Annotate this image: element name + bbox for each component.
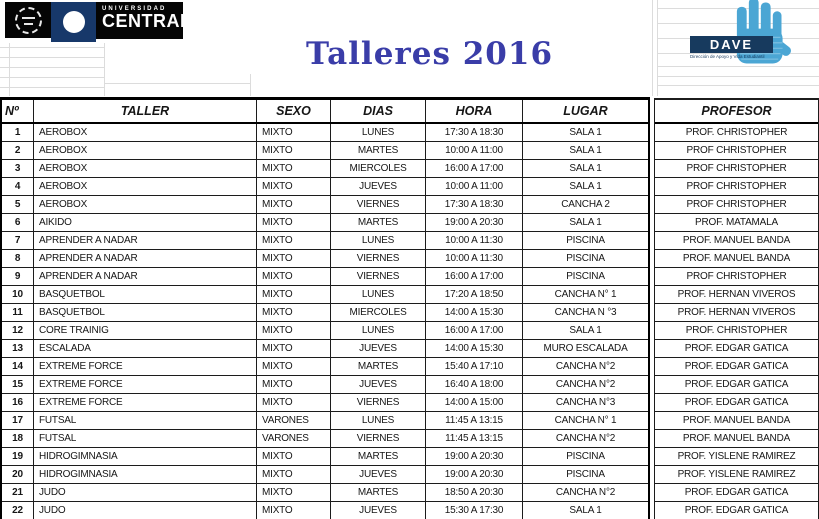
table-row [2, 142, 648, 160]
cell-num[interactable]: 7 [2, 232, 34, 249]
cell-profesor[interactable]: PROF. MANUEL BANDA [655, 412, 818, 430]
cell-num[interactable]: 5 [2, 196, 34, 213]
cell-taller[interactable]: EXTREME FORCE [34, 376, 257, 393]
cell-profesor[interactable]: PROF. EDGAR GATICA [655, 484, 818, 502]
cell-profesor[interactable]: PROF. MANUEL BANDA [655, 232, 818, 250]
cell-profesor[interactable]: PROF CHRISTOPHER [655, 196, 818, 214]
cell-dias[interactable]: LUNES [331, 124, 426, 141]
cell-profesor[interactable]: PROF. EDGAR GATICA [655, 376, 818, 394]
cell-sexo[interactable]: MIXTO [257, 196, 331, 213]
cell-lugar[interactable]: CANCHA N°2 [555, 433, 616, 444]
cell-taller[interactable]: APRENDER A NADAR [34, 250, 257, 267]
cell-num[interactable]: 6 [2, 214, 34, 231]
cell-lugar[interactable]: SALA 1 [569, 127, 602, 138]
cell-sexo[interactable]: MIXTO [257, 232, 331, 249]
cell-num[interactable]: 13 [2, 340, 34, 357]
cell-profesor[interactable]: PROF. MANUEL BANDA [655, 430, 818, 448]
cell-taller[interactable]: AEROBOX [34, 142, 257, 159]
cell-dias[interactable]: JUEVES [331, 466, 426, 483]
cell-hora[interactable]: 15:30 A 17:30 [426, 502, 523, 519]
table-row [2, 484, 648, 502]
cell-hora[interactable]: 11:45 A 13:15 [426, 412, 523, 429]
cell-taller[interactable]: BASQUETBOL [34, 286, 257, 303]
cell-hora[interactable]: 19:00 A 20:30 [426, 214, 523, 231]
cell-lugar[interactable]: CANCHA N °3 [554, 307, 617, 318]
cell-dias[interactable]: MARTES [331, 142, 426, 159]
cell-num[interactable]: 10 [2, 286, 34, 303]
cell-taller[interactable]: EXTREME FORCE [34, 394, 257, 411]
cell-dias[interactable]: MARTES [331, 214, 426, 231]
cell-profesor[interactable]: PROF CHRISTOPHER [655, 268, 818, 286]
cell-hora[interactable]: 16:00 A 17:00 [426, 322, 523, 339]
handprint-icon [730, 0, 796, 70]
cell-profesor[interactable]: PROF CHRISTOPHER [655, 178, 818, 196]
cell-hora[interactable]: 10:00 A 11:00 [426, 142, 523, 159]
table-body-main [2, 124, 648, 519]
cell-sexo[interactable]: MIXTO [257, 304, 331, 321]
cell-sexo[interactable]: MIXTO [257, 160, 331, 177]
table-row [2, 232, 648, 250]
cell-taller[interactable]: FUTSAL [34, 430, 257, 447]
cell-hora[interactable]: 11:45 A 13:15 [426, 430, 523, 447]
cell-sexo[interactable]: VARONES [257, 430, 331, 447]
table-row [2, 160, 648, 178]
cell-sexo[interactable]: VARONES [257, 412, 331, 429]
university-wordmark [96, 2, 192, 39]
cell-num[interactable]: 18 [2, 430, 34, 447]
cell-num[interactable]: 21 [2, 484, 34, 501]
cell-profesor[interactable]: PROF. MATAMALA [655, 214, 818, 232]
table-header-row [2, 100, 648, 124]
cell-lugar[interactable]: CANCHA N°3 [555, 397, 616, 408]
table-row [2, 124, 648, 142]
cell-dias[interactable]: MARTES [331, 484, 426, 501]
cell-profesor[interactable]: PROF. HERNAN VIVEROS [655, 304, 818, 322]
cell-sexo[interactable]: MIXTO [257, 250, 331, 267]
table-body-profesor [655, 124, 818, 519]
cell-sexo[interactable]: MIXTO [257, 142, 331, 159]
cell-taller[interactable]: HIDROGIMNASIA [34, 466, 257, 483]
cell-lugar[interactable]: PISCINA [566, 469, 605, 480]
cell-sexo[interactable]: MIXTO [257, 376, 331, 393]
cell-profesor[interactable]: PROF. MANUEL BANDA [655, 250, 818, 268]
cell-taller[interactable]: HIDROGIMNASIA [34, 448, 257, 465]
table-row [2, 430, 648, 448]
cell-hora[interactable]: 14:00 A 15:30 [426, 304, 523, 321]
cell-num[interactable]: 20 [2, 466, 34, 483]
table-row [2, 196, 648, 214]
cell-hora[interactable]: 19:00 A 20:30 [426, 466, 523, 483]
cell-dias[interactable]: JUEVES [331, 502, 426, 519]
talleres-table-profesor [654, 98, 819, 519]
table-row [2, 412, 648, 430]
cell-profesor[interactable]: PROF. EDGAR GATICA [655, 394, 818, 412]
cell-profesor[interactable]: PROF CHRISTOPHER [655, 142, 818, 160]
dave-logo [686, 0, 798, 66]
cell-lugar[interactable]: CANCHA N° 1 [554, 415, 617, 426]
cell-sexo[interactable]: MIXTO [257, 502, 331, 519]
cell-taller[interactable]: JUDO [34, 502, 257, 519]
cell-dias[interactable]: LUNES [331, 412, 426, 429]
cell-profesor[interactable]: PROF. EDGAR GATICA [655, 340, 818, 358]
university-name-large: CENTRAL [102, 11, 192, 31]
cell-profesor[interactable]: PROF CHRISTOPHER [655, 160, 818, 178]
cell-taller[interactable]: AEROBOX [34, 178, 257, 195]
cell-dias[interactable]: LUNES [331, 232, 426, 249]
cell-hora[interactable]: 16:00 A 17:00 [426, 160, 523, 177]
dave-wordmark: DAVE [690, 36, 773, 53]
cell-num[interactable]: 22 [2, 502, 34, 519]
cell-num[interactable]: 2 [2, 142, 34, 159]
dave-tagline: Dirección de Apoyo y Vida Estudiantil [690, 54, 765, 59]
cell-dias[interactable]: JUEVES [331, 178, 426, 195]
cell-hora[interactable]: 16:40 A 18:00 [426, 376, 523, 393]
cell-profesor[interactable]: PROF. EDGAR GATICA [655, 358, 818, 376]
cell-taller[interactable]: APRENDER A NADAR [34, 268, 257, 285]
cell-num[interactable]: 9 [2, 268, 34, 285]
talleres-table-main [0, 97, 650, 519]
table-row [2, 358, 648, 376]
table-row [2, 394, 648, 412]
cell-lugar[interactable]: CANCHA 2 [561, 199, 610, 210]
cell-num[interactable]: 11 [2, 304, 34, 321]
cell-lugar[interactable]: SALA 1 [569, 505, 602, 516]
cell-hora[interactable]: 10:00 A 11:30 [426, 232, 523, 249]
cell-profesor[interactable]: PROF. YISLENE RAMIREZ [655, 448, 818, 466]
cell-hora[interactable]: 10:00 A 11:00 [426, 178, 523, 195]
cell-sexo[interactable]: MIXTO [257, 124, 331, 141]
cell-lugar[interactable]: SALA 1 [569, 163, 602, 174]
table-row [2, 466, 648, 484]
header-profesor[interactable]: PROFESOR [655, 100, 818, 124]
cell-lugar[interactable]: PISCINA [566, 253, 605, 264]
cell-sexo[interactable]: MIXTO [257, 448, 331, 465]
cell-hora[interactable]: 17:20 A 18:50 [426, 286, 523, 303]
cell-dias[interactable]: LUNES [331, 286, 426, 303]
cell-taller[interactable]: AEROBOX [34, 160, 257, 177]
cell-num[interactable]: 4 [2, 178, 34, 195]
cell-lugar[interactable]: SALA 1 [569, 145, 602, 156]
cell-sexo[interactable]: MIXTO [257, 322, 331, 339]
cell-num[interactable]: 17 [2, 412, 34, 429]
cell-hora[interactable]: 17:30 A 18:30 [426, 196, 523, 213]
cell-dias[interactable]: VIERNES [331, 394, 426, 411]
cell-taller[interactable]: BASQUETBOL [34, 304, 257, 321]
cell-taller[interactable]: CORE TRAINIG [34, 322, 257, 339]
table-row [2, 322, 648, 340]
cell-taller[interactable]: EXTREME FORCE [34, 358, 257, 375]
cell-taller[interactable]: AIKIDO [34, 214, 257, 231]
cell-taller[interactable]: APRENDER A NADAR [34, 232, 257, 249]
cell-num[interactable]: 14 [2, 358, 34, 375]
cell-lugar[interactable]: SALA 1 [569, 181, 602, 192]
cell-hora[interactable]: 10:00 A 11:30 [426, 250, 523, 267]
header-lugar[interactable]: LUGAR [563, 104, 608, 118]
university-seal-icon [5, 2, 51, 38]
cell-dias[interactable]: JUEVES [331, 340, 426, 357]
page-title: Talleres 2016 [305, 36, 554, 72]
cell-hora[interactable]: 17:30 A 18:30 [426, 124, 523, 141]
cell-num[interactable]: 8 [2, 250, 34, 267]
cell-lugar[interactable]: SALA 1 [569, 217, 602, 228]
cell-sexo[interactable]: MIXTO [257, 268, 331, 285]
cell-taller[interactable]: FUTSAL [34, 412, 257, 429]
cell-dias[interactable]: MARTES [331, 358, 426, 375]
header-dias[interactable]: DIAS [331, 100, 426, 122]
cell-taller[interactable]: ESCALADA [34, 340, 257, 357]
cell-lugar[interactable]: CANCHA N°2 [555, 361, 616, 372]
cell-hora[interactable]: 14:00 A 15:00 [426, 394, 523, 411]
cell-num[interactable]: 15 [2, 376, 34, 393]
cell-lugar[interactable]: SALA 1 [569, 325, 602, 336]
cell-sexo[interactable]: MIXTO [257, 286, 331, 303]
cell-sexo[interactable]: MIXTO [257, 340, 331, 357]
cell-lugar[interactable]: CANCHA N°2 [555, 487, 616, 498]
cell-sexo[interactable]: MIXTO [257, 214, 331, 231]
cell-num[interactable]: 1 [2, 124, 34, 141]
cell-lugar[interactable]: PISCINA [566, 235, 605, 246]
cell-lugar[interactable]: PISCINA [566, 451, 605, 462]
table-row [2, 502, 648, 519]
table-row [2, 376, 648, 394]
cell-sexo[interactable]: MIXTO [257, 466, 331, 483]
header-num[interactable]: Nº [2, 100, 34, 122]
cell-profesor[interactable]: PROF. EDGAR GATICA [655, 502, 818, 519]
table-row [2, 286, 648, 304]
cell-lugar[interactable]: CANCHA N° 1 [554, 289, 617, 300]
cell-profesor[interactable]: PROF. YISLENE RAMIREZ [655, 466, 818, 484]
cell-dias[interactable]: VIERNES [331, 268, 426, 285]
table-row [2, 448, 648, 466]
table-row [2, 340, 648, 358]
table-row [2, 250, 648, 268]
cell-sexo[interactable]: MIXTO [257, 394, 331, 411]
cell-dias[interactable]: MIERCOLES [331, 304, 426, 321]
cell-hora[interactable]: 18:50 A 20:30 [426, 484, 523, 501]
cell-taller[interactable]: JUDO [34, 484, 257, 501]
cell-taller[interactable]: AEROBOX [34, 124, 257, 141]
cell-num[interactable]: 16 [2, 394, 34, 411]
cell-hora[interactable]: 16:00 A 17:00 [426, 268, 523, 285]
university-name-small: UNIVERSIDAD [102, 6, 167, 12]
cell-sexo[interactable]: MIXTO [257, 484, 331, 501]
cell-lugar[interactable]: PISCINA [566, 271, 605, 282]
cell-dias[interactable]: JUEVES [331, 376, 426, 393]
cell-taller[interactable]: AEROBOX [34, 196, 257, 213]
cell-lugar[interactable]: MURO ESCALADA [543, 343, 628, 354]
cell-hora[interactable]: 14:00 A 15:30 [426, 340, 523, 357]
header-taller[interactable]: TALLER [34, 100, 257, 122]
cell-sexo[interactable]: MIXTO [257, 178, 331, 195]
table-row [2, 178, 648, 196]
table-row [2, 304, 648, 322]
cell-num[interactable]: 3 [2, 160, 34, 177]
talleres-table [0, 97, 819, 519]
table-row [2, 214, 648, 232]
cell-dias[interactable]: LUNES [331, 322, 426, 339]
cell-hora[interactable]: 19:00 A 20:30 [426, 448, 523, 465]
cell-profesor[interactable]: PROF. CHRISTOPHER [655, 322, 818, 340]
cell-dias[interactable]: VIERNES [331, 430, 426, 447]
cell-num[interactable]: 12 [2, 322, 34, 339]
cell-lugar[interactable]: CANCHA N°2 [555, 379, 616, 390]
cell-dias[interactable]: MIERCOLES [331, 160, 426, 177]
header-hora[interactable]: HORA [426, 100, 523, 122]
table-row [2, 268, 648, 286]
cell-profesor[interactable]: PROF. CHRISTOPHER [655, 124, 818, 142]
cell-hora[interactable]: 15:40 A 17:10 [426, 358, 523, 375]
cell-dias[interactable]: MARTES [331, 448, 426, 465]
header-sexo[interactable]: SEXO [257, 100, 331, 122]
cell-sexo[interactable]: MIXTO [257, 358, 331, 375]
cell-dias[interactable]: VIERNES [331, 250, 426, 267]
cell-dias[interactable]: VIERNES [331, 196, 426, 213]
cell-num[interactable]: 19 [2, 448, 34, 465]
cell-profesor[interactable]: PROF. HERNAN VIVEROS [655, 286, 818, 304]
